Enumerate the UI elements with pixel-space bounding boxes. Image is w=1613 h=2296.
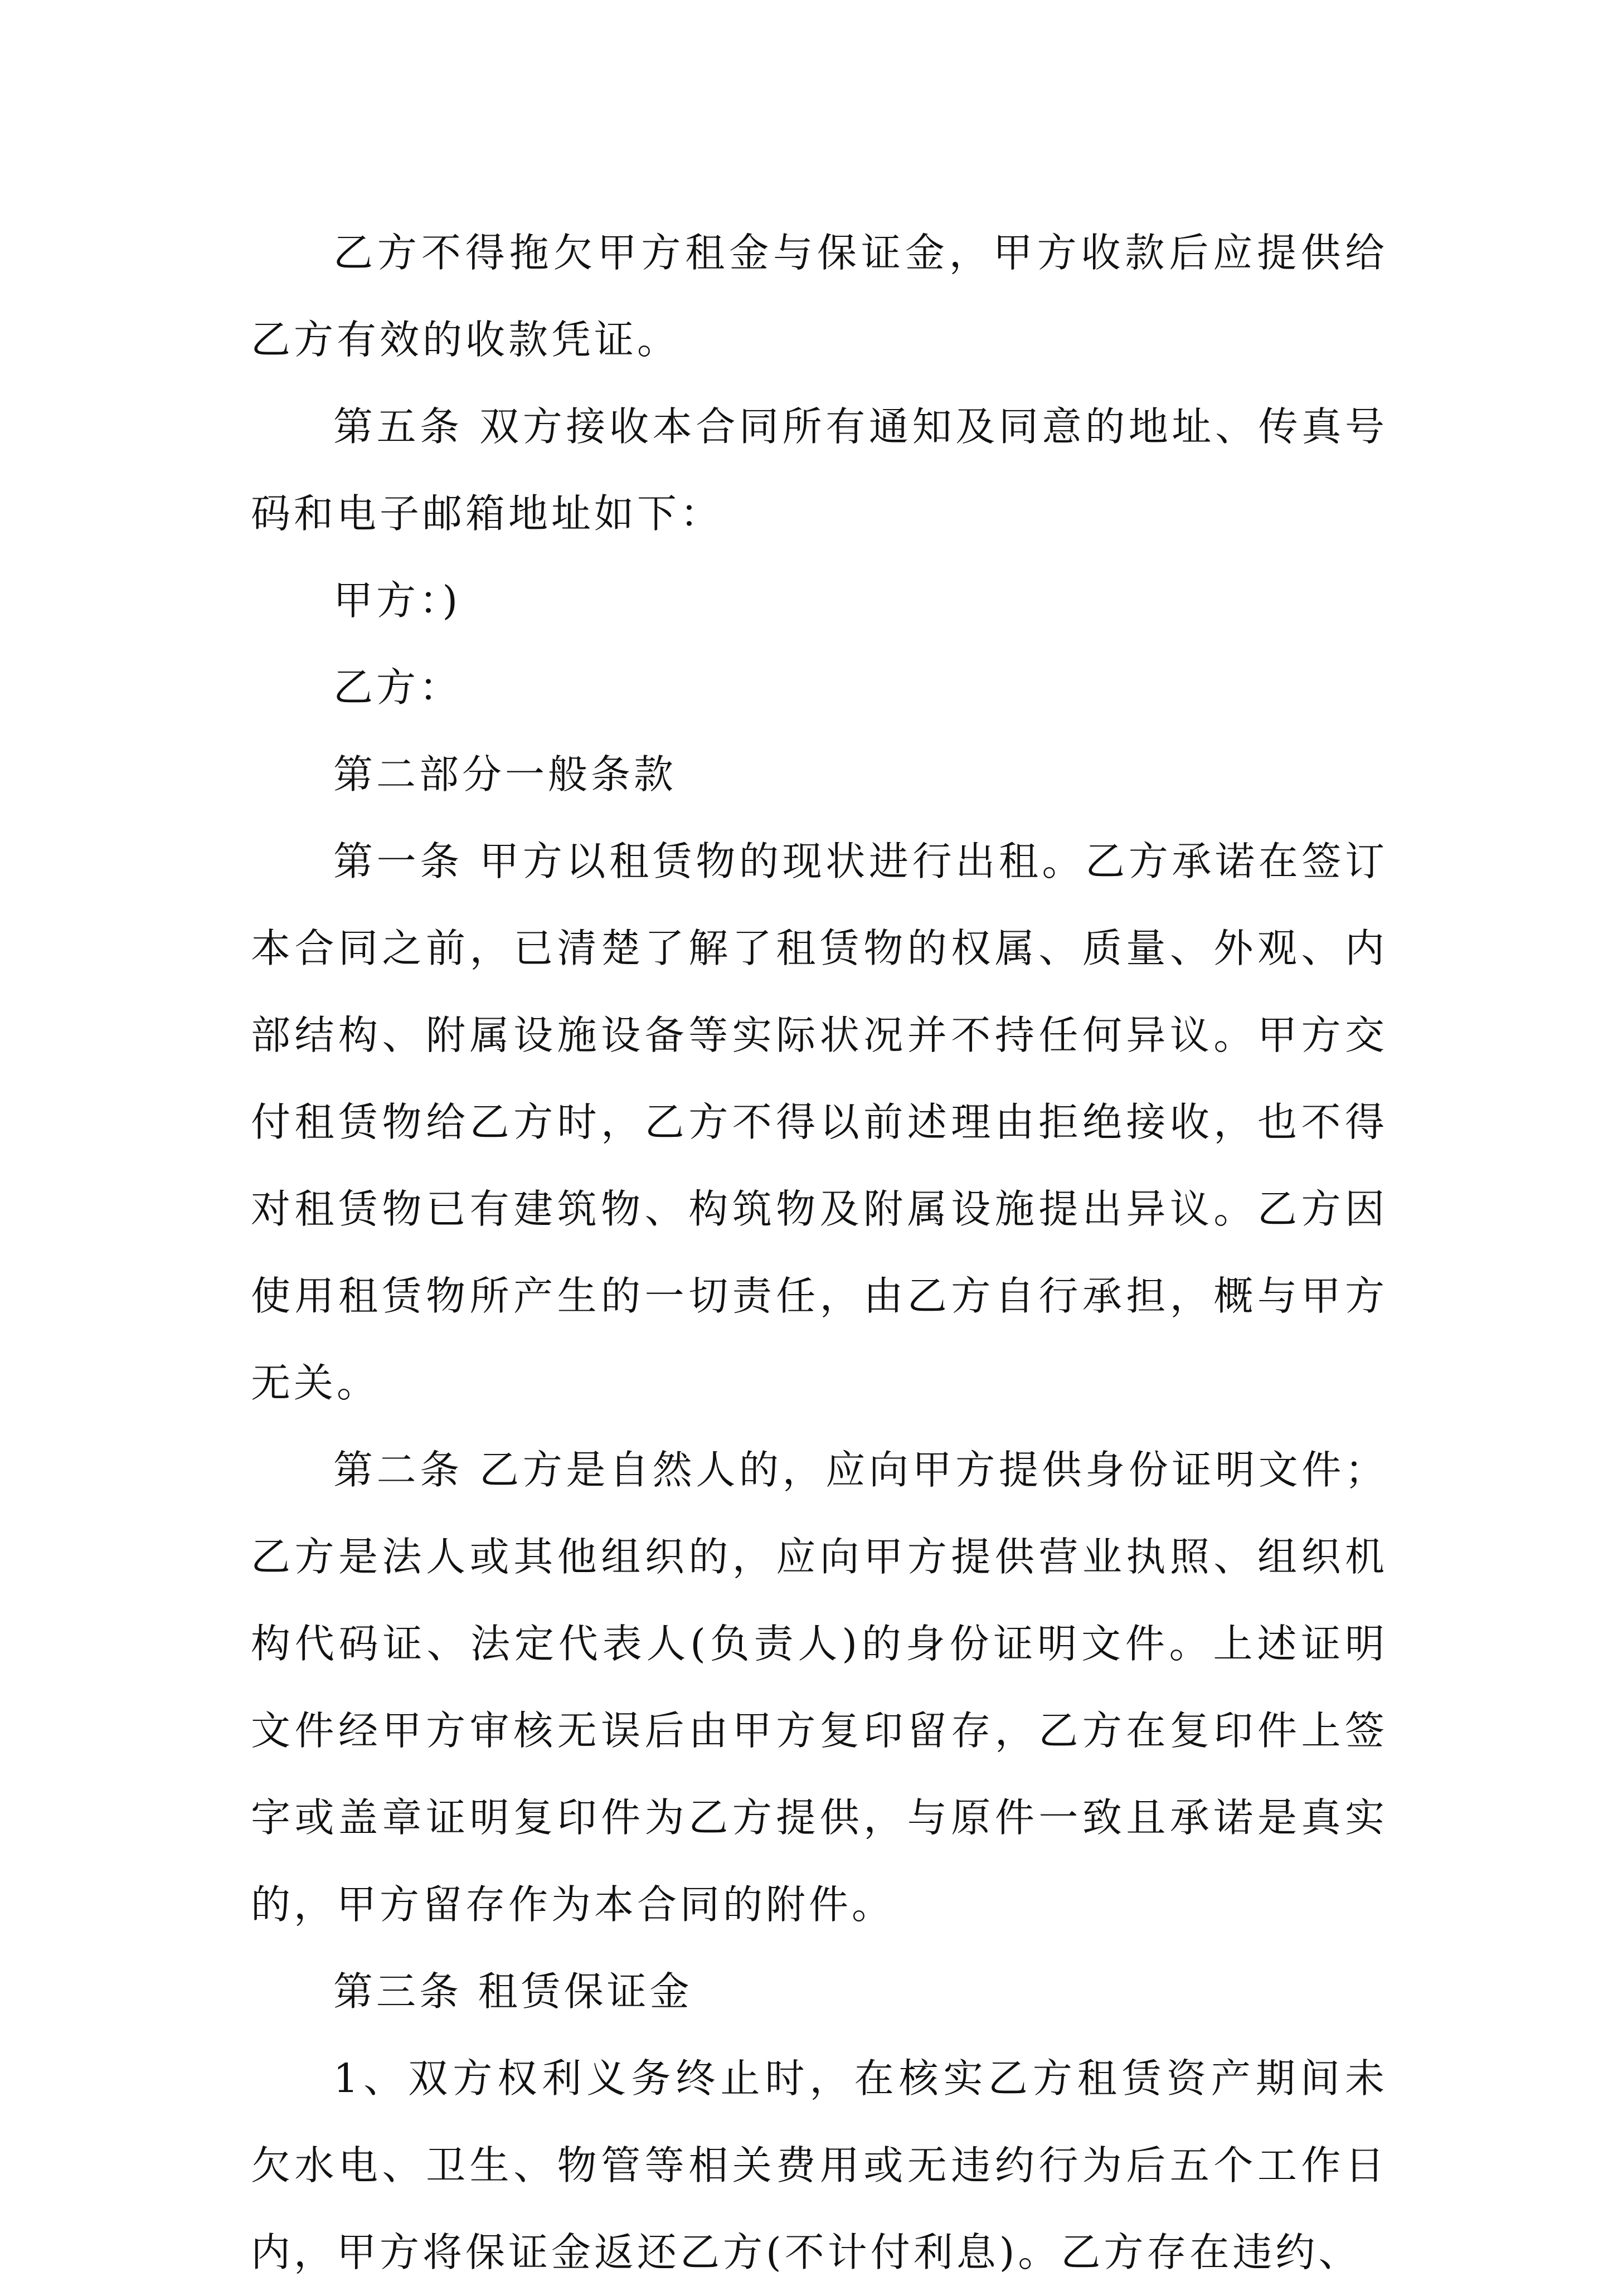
paragraph-article-5-notice-address: 第五条 双方接收本合同所有通知及同意的地址、传真号码和电子邮箱地址如下：: [251, 403, 1388, 537]
paragraph-article-1-lease-status: 第一条 甲方以租赁物的现状进行出租。乙方承诺在签订本合同之前，已清楚了解了租赁物的权属、质量、外观、内部结构、附属设施设备等实际状况并不持任何异议。甲方交付租赁物给乙方时，乙方不得以前述理由拒绝接收，也不得对租赁物已有建筑物、构筑物及附属设施提出异议。乙方因使用租赁物所产生的一切责任，由乙方自行承担，概与甲方无关。: [251, 838, 1388, 1406]
document-body: [251, 210, 1388, 2296]
paragraph-party-a-address: 甲方：): [333, 577, 461, 624]
paragraph-article-2-identity-documents: 第二条 乙方是自然人的，应向甲方提供身份证明文件；乙方是法人或其他组织的，应向甲方提供营业执照、组织机构代码证、法定代表人(负责人)的身份证明文件。上述证明文件经甲方审核无误后由甲方复印留存，乙方在复印件上签字或盖章证明复印件为乙方提供，与原件一致且承诺是真实的，甲方留存作为本合同的附件。: [251, 1447, 1388, 1928]
paragraph-rent-deposit-payment: 乙方不得拖欠甲方租金与保证金，甲方收款后应提供给乙方有效的收款凭证。: [251, 230, 1388, 363]
paragraph-article-3-item-1: 1、双方权利义务终止时，在核实乙方租赁资产期间未欠水电、卫生、物管等相关费用或无违约行为后五个工作日内，甲方将保证金返还乙方(不计付利息)。乙方存在违约、: [251, 2055, 1388, 2275]
section-heading-general-terms: 第二部分一般条款: [333, 751, 677, 797]
paragraph-article-3-heading: 第三条 租赁保证金: [333, 1968, 693, 2015]
paragraph-party-b-address: 乙方：: [333, 664, 463, 711]
